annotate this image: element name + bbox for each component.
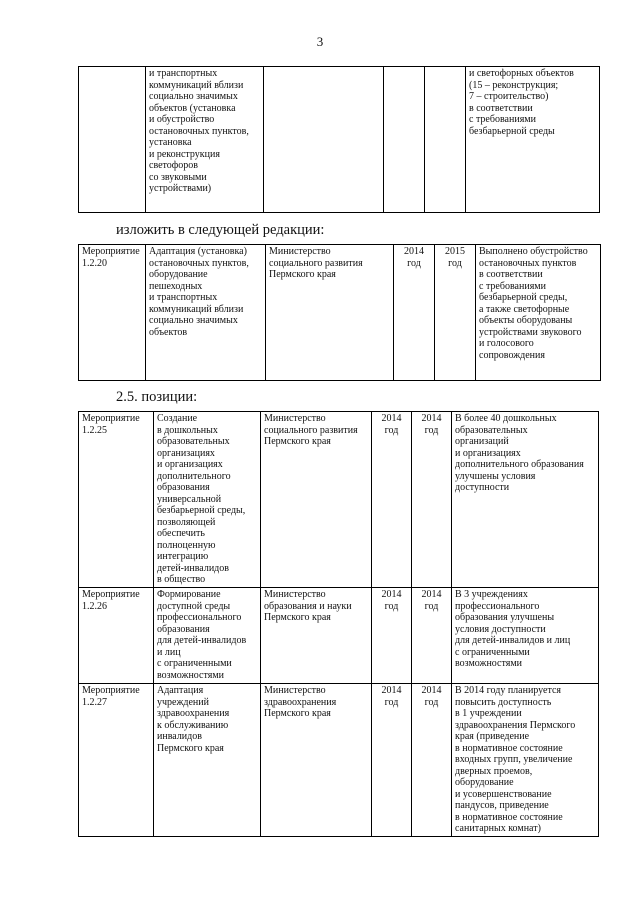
cell-code: Мероприятие 1.2.25 — [79, 412, 154, 588]
section-heading-positions: 2.5. позиции: — [116, 389, 198, 405]
table-row — [79, 684, 599, 837]
cell-start-year: 2014 год — [372, 412, 412, 588]
table-row — [79, 245, 601, 381]
cell-result: В 3 учреждениях профессионального образования улучшены условия доступности для детей-инвалидов и лиц с ограниченными возможностями — [452, 588, 599, 684]
cell-result: и светофорных объектов (15 – реконструкция; 7 – строительство) в соответствии с требованиями безбарьерной среды — [466, 67, 600, 213]
cell-start-year: 2014 год — [394, 245, 435, 381]
cell-end-year: 2015 год — [435, 245, 476, 381]
cell-code: Мероприятие 1.2.26 — [79, 588, 154, 684]
table-positions — [78, 411, 599, 837]
section-heading-new-edition: изложить в следующей редакции: — [116, 222, 325, 238]
page-number: 3 — [316, 34, 324, 49]
table-row — [79, 67, 600, 213]
cell-executor: Министерство социального развития Пермского края — [266, 245, 394, 381]
cell-name: Создание в дошкольных образовательных организациях и организациях дополнительного образования универсальной безбарьерной среды, позволяющей обеспечить полноценную интеграцию детей-инвалидов в общество — [154, 412, 261, 588]
cell-code: Мероприятие 1.2.20 — [79, 245, 146, 381]
cell-code — [79, 67, 146, 213]
cell-executor: Министерство здравоохранения Пермского края — [261, 684, 372, 837]
cell-name: Адаптация учреждений здравоохранения к обслуживанию инвалидов Пермского края — [154, 684, 261, 837]
cell-end-year: 2014 год — [412, 684, 452, 837]
table-new-edition — [78, 244, 601, 381]
cell-result: В более 40 дошкольных образовательных организаций и организациях дополнительного образования улучшены условия доступности — [452, 412, 599, 588]
cell-executor: Министерство образования и науки Пермского края — [261, 588, 372, 684]
cell-executor: Министерство социального развития Пермского края — [261, 412, 372, 588]
cell-result: В 2014 году планируется повысить доступность в 1 учреждении здравоохранения Пермского края (приведение в нормативное состояние входных групп, увеличение дверных проемов, оборудование и усовершенствование пандусов, приведение в нормативное состояние санитарных комнат) — [452, 684, 599, 837]
cell-start-year: 2014 год — [372, 684, 412, 837]
cell-start-year: 2014 год — [372, 588, 412, 684]
cell-name: Адаптация (установка) остановочных пунктов, оборудование пешеходных и транспортных коммуникаций вблизи социально значимых объектов — [146, 245, 266, 381]
cell-end-year — [425, 67, 466, 213]
table-continued-row — [78, 66, 600, 213]
cell-end-year: 2014 год — [412, 412, 452, 588]
cell-code: Мероприятие 1.2.27 — [79, 684, 154, 837]
table-row — [79, 588, 599, 684]
cell-executor — [264, 67, 384, 213]
cell-result: Выполнено обустройство остановочных пунктов в соответствии с требованиями безбарьерной среды, а также светофорные объекты оборудованы устройствами звукового и голосового сопровождения — [476, 245, 601, 381]
cell-start-year — [384, 67, 425, 213]
table-row — [79, 412, 599, 588]
cell-name: и транспортных коммуникаций вблизи социально значимых объектов (установка и обустройство остановочных пунктов, установка и реконструкция светофоров со звуковыми устройствами) — [146, 67, 264, 213]
cell-end-year: 2014 год — [412, 588, 452, 684]
cell-name: Формирование доступной среды профессионального образования для детей-инвалидов и лиц с ограниченными возможностями — [154, 588, 261, 684]
